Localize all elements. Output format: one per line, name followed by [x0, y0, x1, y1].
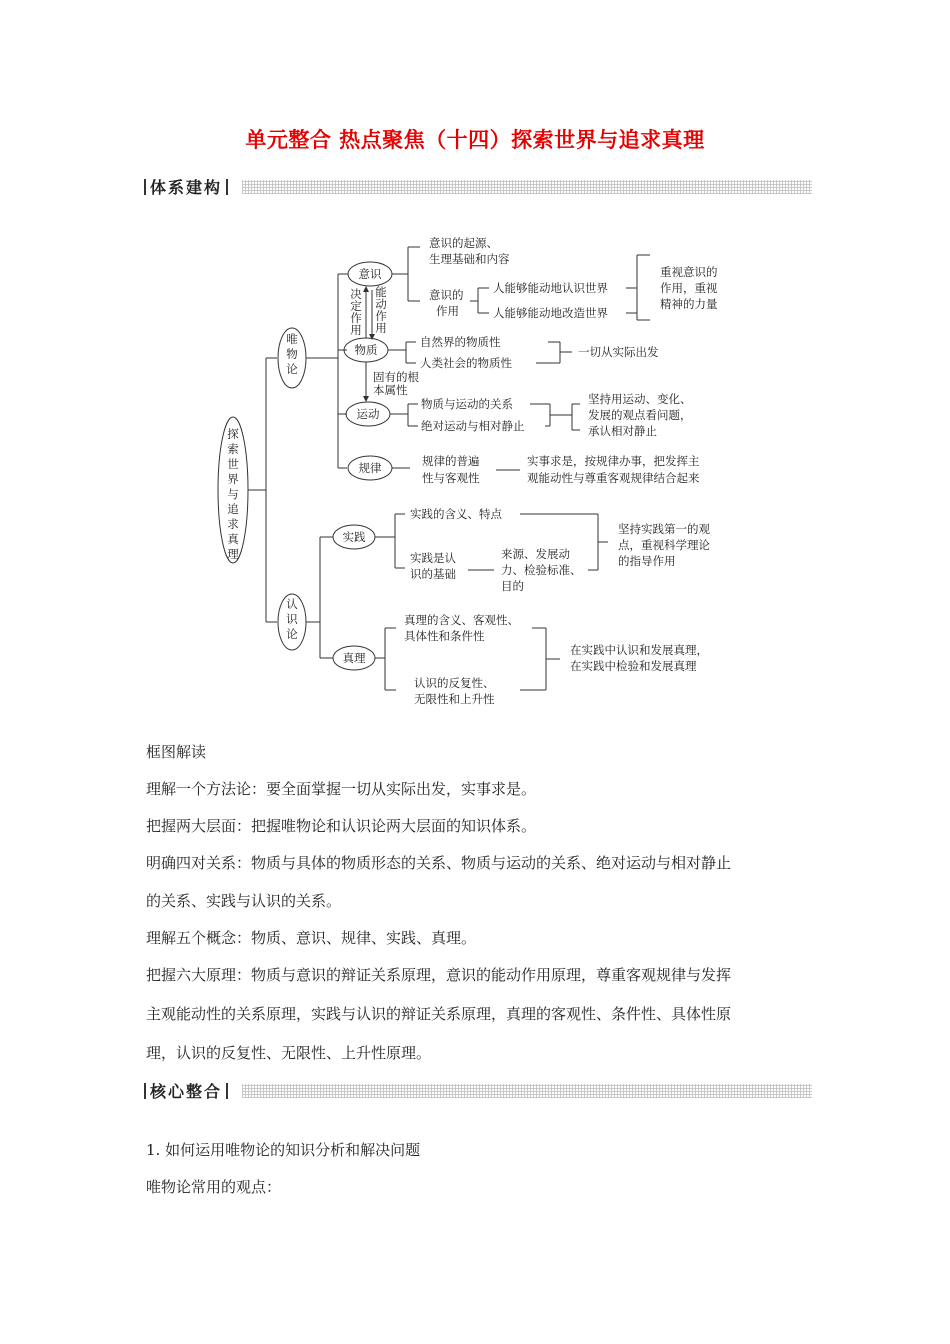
vertical-char: 能	[375, 285, 387, 299]
yishi-label: 意识	[358, 267, 382, 281]
guyou-1: 固有的根	[373, 370, 419, 384]
reading-p5a: 把握六大原理：物质与意识的辩证关系原理，意识的能动作用原理，尊重客观规律与发挥	[146, 966, 732, 984]
renshi-world: 人能够能动地认识世界	[493, 281, 608, 295]
shijian-jichu-1: 实践是认	[410, 551, 456, 565]
reading-p3a: 明确四对关系：物质与具体的物质形态的关系、物质与运动的关系、绝对运动与相对静止	[146, 854, 732, 872]
fanfu-1: 认识的反复性、	[414, 676, 495, 690]
zai-shijian-1: 在实践中认识和发展真理，	[570, 643, 708, 657]
wuzhi-yundong: 物质与运动的关系	[421, 397, 513, 411]
decide-label	[350, 287, 362, 337]
vertical-char: 世	[227, 457, 239, 471]
vertical-char: 作	[350, 311, 362, 325]
active-role-label	[375, 285, 387, 335]
reading-p5c: 理，认识的反复性、无限性、上升性原理。	[146, 1044, 432, 1062]
reading-p1: 理解一个方法论：要全面掌握一切从实际出发，实事求是。	[146, 780, 537, 798]
zhenli-hanyi-1: 真理的含义、客观性、	[404, 613, 519, 627]
zhongshi-1: 重视意识的	[660, 265, 718, 279]
vertical-char: 索	[227, 442, 239, 456]
zai-shijian-2: 在实践中检验和发展真理	[570, 659, 697, 673]
jianchi-shijian-2: 点，重视科学理论	[618, 538, 710, 552]
zhongshi-2: 作用，重视	[660, 281, 718, 295]
gaizao-world: 人能够能动地改造世界	[493, 306, 608, 320]
reading-p2: 把握两大层面：把握唯物论和认识论两大层面的知识体系。	[146, 817, 537, 835]
vertical-char: 物	[286, 347, 298, 361]
shishi-1: 实事求是，按规律办事，把发挥主	[527, 454, 700, 468]
renshilun-label	[286, 597, 298, 641]
yundong-label: 运动	[356, 407, 380, 421]
vertical-char: 用	[350, 323, 362, 337]
vertical-char: 识	[286, 612, 298, 626]
yishi-role-1: 意识的	[429, 288, 464, 302]
guilv-label: 规律	[358, 461, 382, 475]
jianchi-yundong-1: 坚持用运动、变化、	[588, 392, 692, 406]
yishi-origin-2: 生理基础和内容	[429, 252, 510, 266]
laiyuan-1: 来源、发展动	[501, 547, 570, 561]
vertical-char: 动	[375, 297, 387, 311]
vertical-char: 与	[227, 487, 239, 501]
vertical-char: 求	[227, 517, 239, 531]
laiyuan-3: 目的	[501, 579, 524, 593]
vertical-char: 认	[286, 597, 298, 611]
vertical-char: 理	[227, 547, 239, 561]
juedui: 绝对运动与相对静止	[421, 419, 525, 433]
section-header-core	[144, 1082, 812, 1102]
reading-p4: 理解五个概念：物质、意识、规律、实践、真理。	[146, 929, 477, 947]
jianchi-shijian-3: 的指导作用	[618, 554, 676, 568]
core-q1-sub: 唯物论常用的观点：	[146, 1178, 282, 1196]
zhongshi-3: 精神的力量	[660, 297, 718, 311]
core-q1: 1. 如何运用唯物论的知识分析和解决问题	[146, 1141, 421, 1159]
vertical-char: 论	[286, 627, 298, 641]
dotted-rule	[242, 1084, 812, 1098]
vertical-char: 追	[227, 502, 239, 516]
vertical-char: 决	[350, 287, 362, 301]
vertical-char: 界	[227, 472, 239, 486]
guilv-xing-1: 规律的普遍	[422, 454, 480, 468]
jianchi-yundong-2: 发展的观点看问题，	[588, 408, 692, 422]
jianchi-shijian-1: 坚持实践第一的观	[618, 522, 710, 536]
wuzhi-label: 物质	[354, 343, 378, 357]
reading-p5b: 主观能动性的关系原理，实践与认识的辩证关系原理，真理的客观性、条件性、具体性原	[146, 1005, 732, 1023]
ziranjie: 自然界的物质性	[420, 335, 501, 349]
laiyuan-2: 力、检验标准、	[501, 563, 582, 577]
root-label	[227, 427, 239, 561]
vertical-char: 作	[375, 309, 387, 323]
shishi-2: 观能动性与尊重客观规律结合起来	[527, 471, 700, 485]
vertical-char: 用	[375, 321, 387, 335]
shijian-jichu-2: 识的基础	[410, 567, 456, 581]
fanfu-2: 无限性和上升性	[414, 692, 495, 706]
yishi-origin-1: 意识的起源、	[429, 236, 498, 250]
zhenli-hanyi-2: 具体性和条件性	[404, 629, 485, 643]
yiqie: 一切从实际出发	[578, 345, 659, 359]
zhenli-label: 真理	[342, 651, 366, 665]
guilv-xing-2: 性与客观性	[422, 471, 480, 485]
jianchi-yundong-3: 承认相对静止	[588, 424, 657, 438]
renlei: 人类社会的物质性	[420, 356, 512, 370]
vertical-char: 定	[350, 299, 362, 313]
vertical-char: 唯	[286, 332, 298, 346]
vertical-char: 探	[227, 427, 239, 441]
vertical-char: 真	[227, 532, 239, 546]
reading-heading: 框图解读	[146, 743, 207, 761]
shijian-hanyi: 实践的含义、特点	[410, 507, 502, 521]
page-title: 单元整合 热点聚焦（十四）探索世界与追求真理	[245, 128, 705, 152]
section-label: 核心整合	[150, 1082, 223, 1101]
weiwulun-label	[286, 332, 298, 376]
section-label: 体系建构	[150, 178, 223, 197]
yishi-role-2: 作用	[436, 304, 459, 318]
vertical-char: 论	[286, 362, 298, 376]
guyou-2: 本属性	[373, 383, 408, 397]
reading-p3b: 的关系、实践与认识的关系。	[146, 892, 342, 910]
shijian-label: 实践	[342, 530, 366, 544]
